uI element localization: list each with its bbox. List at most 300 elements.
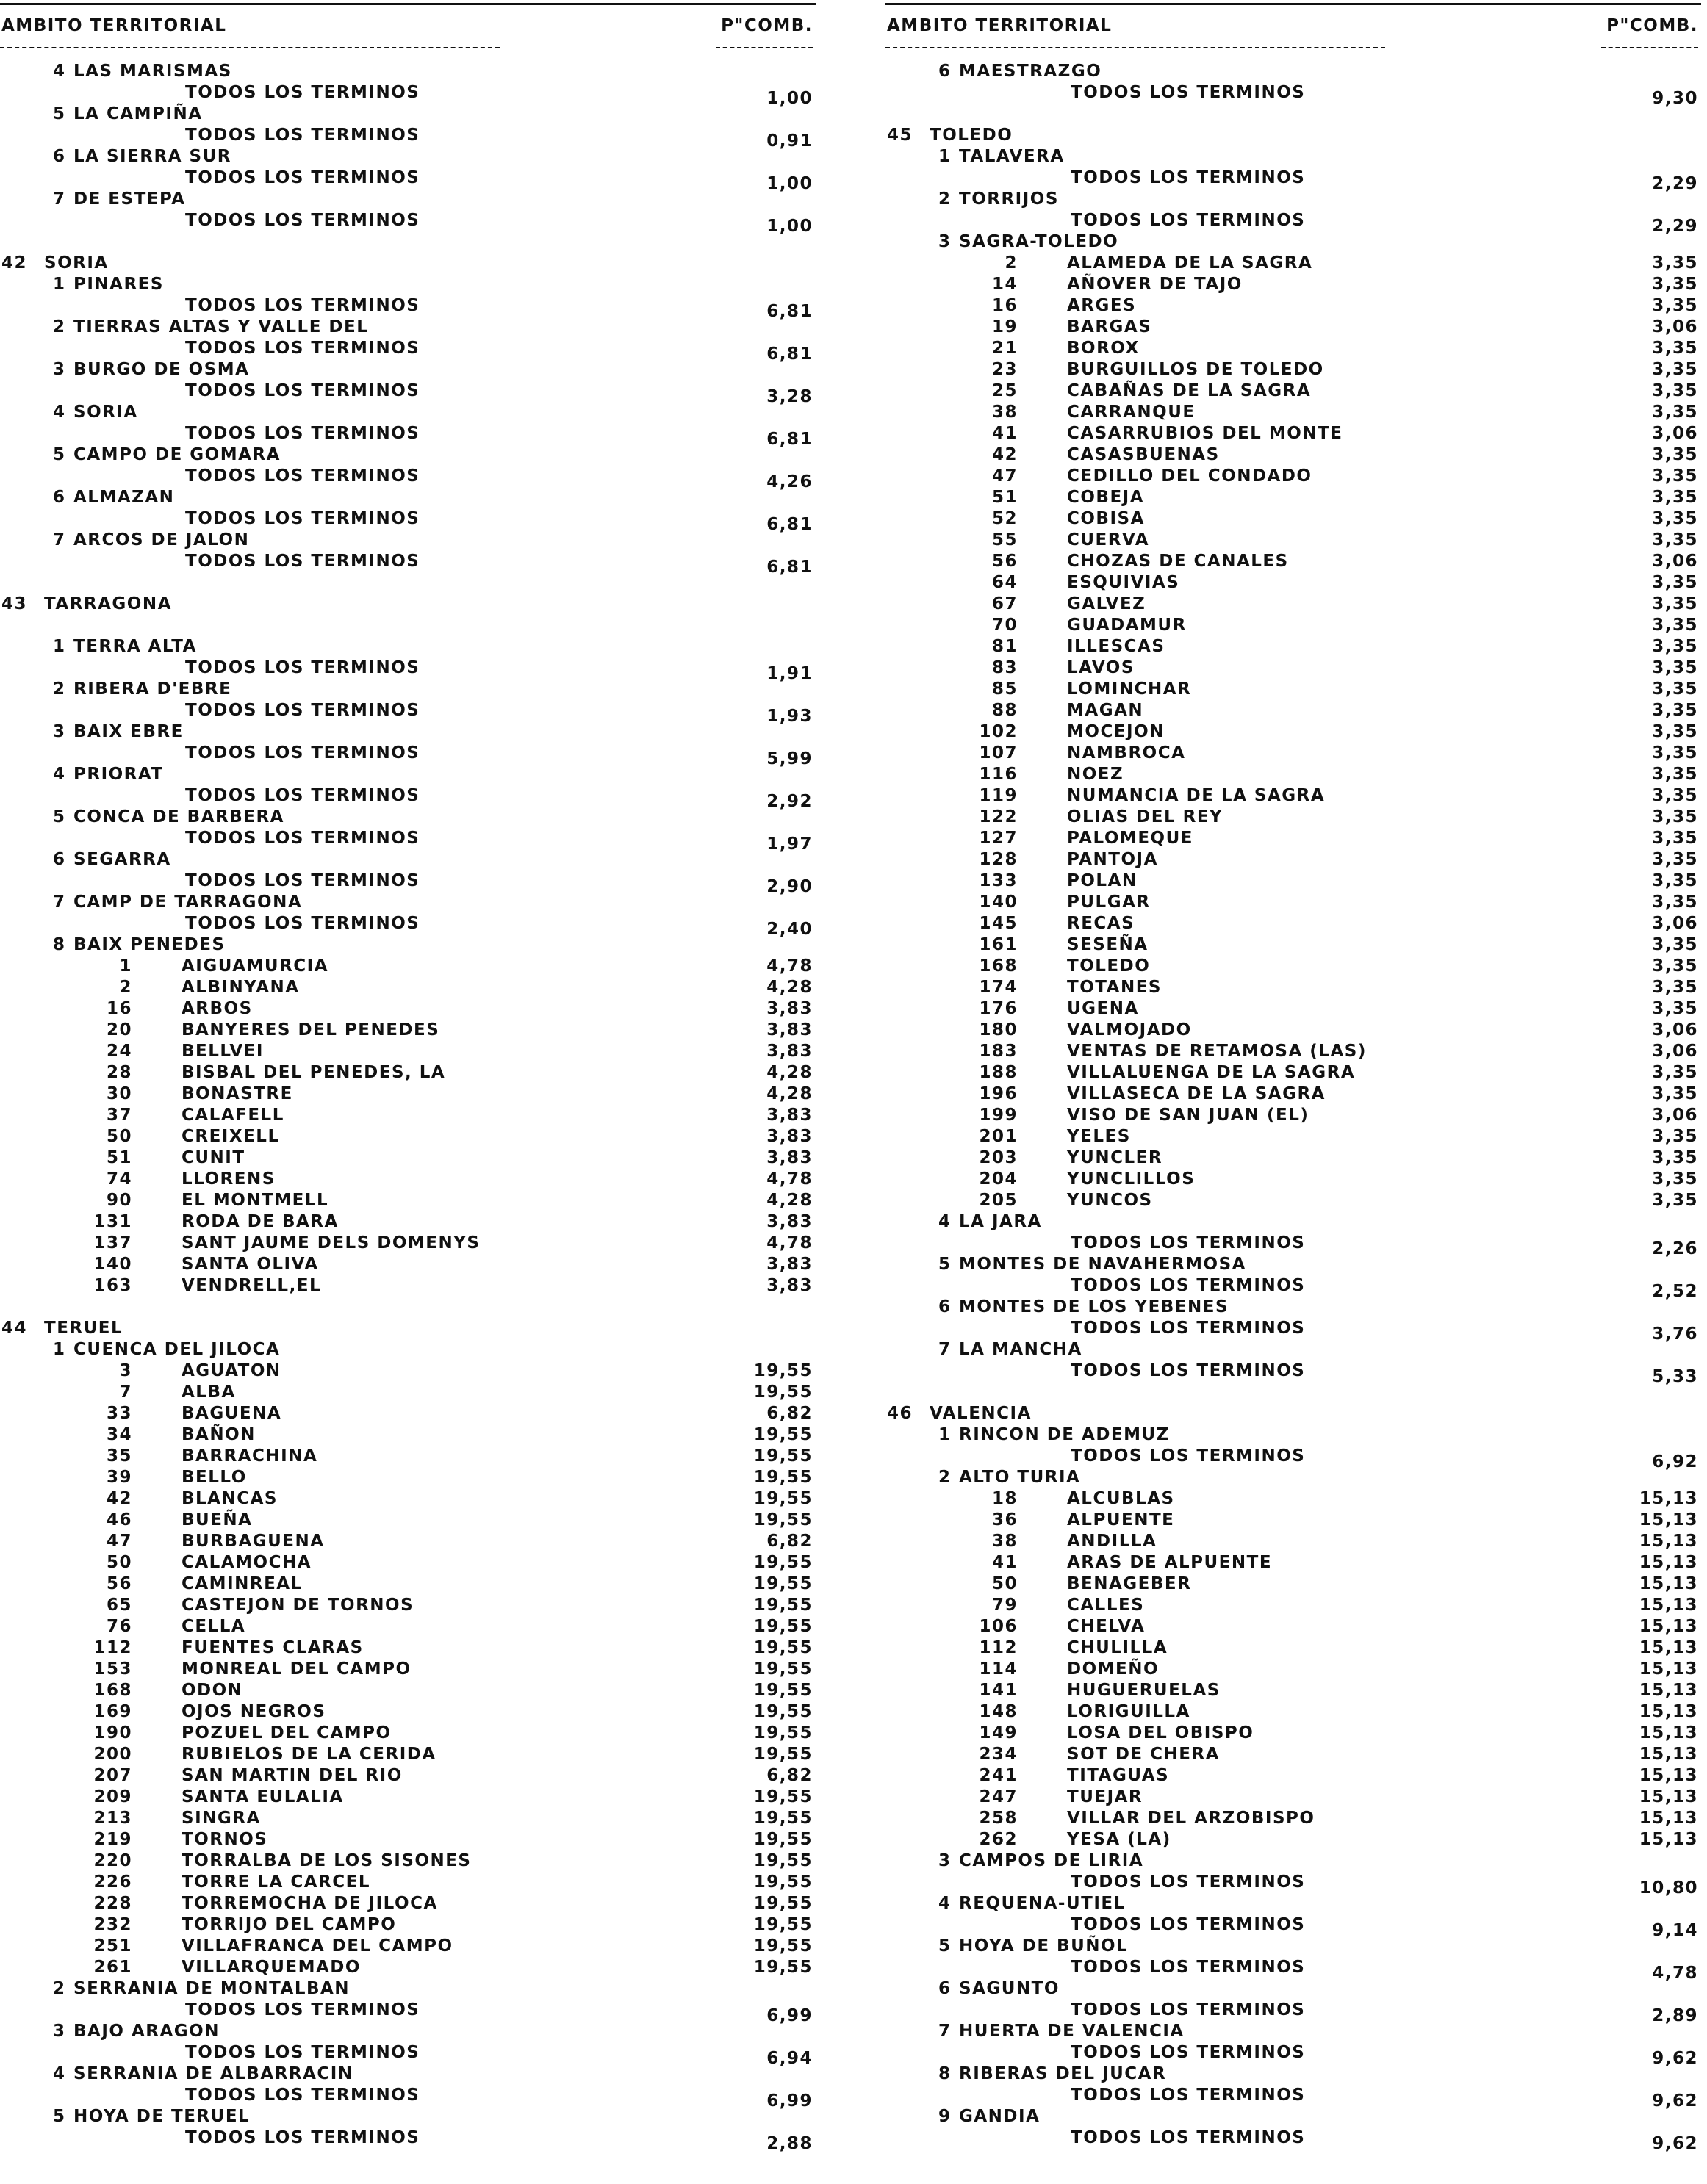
- zone-code: 5: [53, 807, 66, 826]
- coefficient-value: 4,28: [766, 1063, 813, 1082]
- province-row: [0, 1318, 816, 1339]
- municipality-name: POZUEL DEL CAMPO: [182, 1723, 392, 1742]
- all-terms-label: TODOS LOS TERMINOS: [1071, 1873, 1306, 1892]
- municipality-code: 119: [979, 786, 1018, 805]
- coefficient-value: 15,13: [1639, 1510, 1698, 1529]
- all-terms-row: [0, 785, 816, 811]
- coefficient-value: 19,55: [753, 1681, 813, 1700]
- municipality-name: CALAFELL: [182, 1106, 284, 1125]
- municipality-code: 23: [991, 360, 1018, 379]
- municipality-name: ARAS DE ALPUENTE: [1067, 1553, 1273, 1572]
- municipality-code: 70: [991, 616, 1018, 635]
- municipality-name: CASARRUBIOS DEL MONTE: [1067, 424, 1343, 443]
- municipality-name: TUEJAR: [1067, 1787, 1143, 1806]
- municipality-name: CHELVA: [1067, 1617, 1146, 1636]
- municipality-row: [885, 849, 1701, 871]
- municipality-code: 183: [979, 1042, 1018, 1061]
- all-terms-label: TODOS LOS TERMINOS: [185, 871, 420, 890]
- municipality-row: [885, 466, 1701, 487]
- municipality-code: 55: [991, 530, 1018, 549]
- coefficient-value: 0,91: [766, 131, 813, 151]
- coefficient-value: 15,13: [1639, 1830, 1698, 1849]
- spacer-row: [0, 572, 816, 594]
- coefficient-value: 3,35: [1652, 658, 1698, 677]
- municipality-name: ILLESCAS: [1067, 637, 1165, 656]
- municipality-name: COBEJA: [1067, 488, 1145, 507]
- coefficient-value: 3,06: [1652, 1042, 1698, 1061]
- municipality-code: 234: [979, 1745, 1018, 1764]
- municipality-code: 133: [979, 871, 1018, 890]
- all-terms-label: TODOS LOS TERMINOS: [1071, 168, 1306, 187]
- coefficient-value: 19,55: [753, 1830, 813, 1849]
- coefficient-value: 19,55: [753, 1936, 813, 1956]
- municipality-row: [885, 551, 1701, 572]
- coefficient-value: 1,00: [766, 174, 813, 193]
- coefficient-value: 2,89: [1652, 2006, 1698, 2025]
- municipality-name: EL MONTMELL: [182, 1191, 329, 1210]
- municipality-code: 50: [991, 1574, 1018, 1593]
- municipality-code: 261: [93, 1958, 132, 1977]
- zone-code: 2: [938, 1468, 952, 1487]
- spacer-row: [885, 104, 1701, 125]
- zone-row: [0, 1339, 816, 1361]
- municipality-code: 203: [979, 1148, 1018, 1167]
- municipality-name: SAN MARTIN DEL RIO: [182, 1766, 403, 1785]
- municipality-name: NOEZ: [1067, 765, 1124, 784]
- municipality-name: LOMINCHAR: [1067, 680, 1192, 699]
- municipality-row: [885, 594, 1701, 615]
- header-dash-rule: [885, 47, 1385, 48]
- zone-name: TERRA ALTA: [73, 637, 197, 656]
- municipality-code: 169: [93, 1702, 132, 1721]
- municipality-name: TORRIJO DEL CAMPO: [182, 1915, 397, 1934]
- coefficient-value: 19,55: [753, 1702, 813, 1721]
- coefficient-value: 3,28: [766, 387, 813, 406]
- zone-row: [0, 764, 816, 785]
- municipality-row: [885, 317, 1701, 338]
- municipality-code: 85: [991, 680, 1018, 699]
- all-terms-label: TODOS LOS TERMINOS: [185, 914, 420, 933]
- municipality-code: 258: [979, 1809, 1018, 1828]
- header-dash-rule: [1601, 47, 1698, 48]
- coefficient-value: 3,35: [1652, 871, 1698, 890]
- municipality-name: YESA (LA): [1067, 1830, 1171, 1849]
- municipality-row: [0, 1424, 816, 1446]
- municipality-code: 14: [991, 275, 1018, 294]
- municipality-code: 247: [979, 1787, 1018, 1806]
- coefficient-value: 3,35: [1652, 701, 1698, 720]
- municipality-code: 79: [991, 1596, 1018, 1615]
- all-terms-row: [885, 1872, 1701, 1898]
- municipality-row: [0, 1936, 816, 1957]
- municipality-code: 3: [119, 1361, 132, 1380]
- coefficient-value: 3,35: [1652, 743, 1698, 763]
- coefficient-value: 15,13: [1639, 1787, 1698, 1806]
- municipality-code: 1: [119, 956, 132, 976]
- municipality-code: 65: [106, 1596, 132, 1615]
- municipality-name: ALAMEDA DE LA SAGRA: [1067, 253, 1313, 273]
- municipality-code: 176: [979, 999, 1018, 1018]
- zone-name: SEGARRA: [73, 850, 171, 869]
- municipality-row: [885, 1062, 1701, 1084]
- zone-row: [885, 1978, 1701, 2000]
- municipality-row: [885, 1574, 1701, 1595]
- coefficient-value: 5,33: [1652, 1367, 1698, 1386]
- municipality-row: [885, 1147, 1701, 1169]
- coefficient-value: 3,83: [766, 1106, 813, 1125]
- coefficient-value: 15,13: [1639, 1681, 1698, 1700]
- municipality-code: 141: [979, 1681, 1018, 1700]
- all-terms-label: TODOS LOS TERMINOS: [1071, 1276, 1306, 1295]
- header-dash-rule: [0, 47, 500, 48]
- zone-code: 4: [53, 2064, 66, 2083]
- all-terms-label: TODOS LOS TERMINOS: [1071, 83, 1306, 102]
- zone-name: BAIX PENEDES: [73, 935, 226, 954]
- coefficient-value: 3,35: [1652, 1148, 1698, 1167]
- zone-code: 6: [53, 488, 66, 507]
- coefficient-value: 19,55: [753, 1596, 813, 1615]
- municipality-code: 35: [106, 1446, 132, 1466]
- zone-code: 7: [53, 190, 66, 209]
- municipality-code: 39: [106, 1468, 132, 1487]
- municipality-row: [885, 1616, 1701, 1637]
- municipality-code: 20: [106, 1020, 132, 1039]
- municipality-row: [885, 1765, 1701, 1787]
- coefficient-value: 6,81: [766, 515, 813, 534]
- coefficient-value: 3,35: [1652, 850, 1698, 869]
- municipality-name: CARRANQUE: [1067, 403, 1196, 422]
- all-terms-row: [885, 1275, 1701, 1301]
- coefficient-value: 3,35: [1652, 722, 1698, 741]
- municipality-name: ANDILLA: [1067, 1532, 1157, 1551]
- coefficient-value: 2,29: [1652, 217, 1698, 236]
- municipality-name: NAMBROCA: [1067, 743, 1186, 763]
- coefficient-value: 3,35: [1652, 680, 1698, 699]
- municipality-code: 199: [979, 1106, 1018, 1125]
- coefficient-value: 15,13: [1639, 1659, 1698, 1679]
- municipality-row: [885, 700, 1701, 721]
- municipality-row: [0, 1872, 816, 1893]
- zone-code: 7: [53, 530, 66, 549]
- coefficient-value: 19,55: [753, 1787, 813, 1806]
- municipality-code: 204: [979, 1170, 1018, 1189]
- municipality-row: [0, 1126, 816, 1147]
- coefficient-value: 3,35: [1652, 807, 1698, 826]
- municipality-name: TOLEDO: [1067, 956, 1151, 976]
- zone-name: PINARES: [73, 275, 164, 294]
- municipality-name: BARGAS: [1067, 317, 1152, 336]
- municipality-name: MAGAN: [1067, 701, 1144, 720]
- municipality-name: YUNCLILLOS: [1067, 1170, 1196, 1189]
- coefficient-value: 10,80: [1639, 1878, 1698, 1898]
- coefficient-value: 3,83: [766, 999, 813, 1018]
- all-terms-label: TODOS LOS TERMINOS: [185, 829, 420, 848]
- municipality-row: [885, 295, 1701, 317]
- coefficient-value: 9,14: [1652, 1921, 1698, 1940]
- municipality-row: [885, 1744, 1701, 1765]
- zone-name: SAGUNTO: [959, 1979, 1060, 1998]
- municipality-row: [885, 785, 1701, 807]
- all-terms-label: TODOS LOS TERMINOS: [1071, 1361, 1306, 1380]
- municipality-code: 50: [106, 1127, 132, 1146]
- municipality-row: [0, 1744, 816, 1765]
- municipality-row: [885, 423, 1701, 444]
- municipality-row: [0, 1147, 816, 1169]
- all-terms-label: TODOS LOS TERMINOS: [185, 168, 420, 187]
- right-rows: [885, 61, 1701, 2153]
- municipality-name: CUNIT: [182, 1148, 245, 1167]
- coefficient-value: 3,76: [1652, 1325, 1698, 1344]
- all-terms-label: TODOS LOS TERMINOS: [1071, 1915, 1306, 1934]
- coefficient-value: 3,35: [1652, 339, 1698, 358]
- zone-code: 5: [53, 445, 66, 464]
- all-terms-row: [0, 828, 816, 854]
- coefficient-value: 3,35: [1652, 1127, 1698, 1146]
- municipality-row: [0, 1084, 816, 1105]
- municipality-name: BURGUILLOS DE TOLEDO: [1067, 360, 1324, 379]
- zone-code: 5: [938, 1936, 952, 1956]
- zone-name: TALAVERA: [959, 147, 1065, 166]
- coefficient-value: 1,00: [766, 217, 813, 236]
- province-code: 44: [1, 1319, 28, 1338]
- coefficient-value: 5,99: [766, 749, 813, 768]
- coefficient-value: 4,78: [766, 1233, 813, 1253]
- zone-code: 1: [938, 147, 952, 166]
- coefficient-value: 3,35: [1652, 403, 1698, 422]
- zone-name: HOYA DE TERUEL: [73, 2107, 251, 2126]
- zone-name: SAGRA-TOLEDO: [959, 232, 1119, 251]
- municipality-name: SANT JAUME DELS DOMENYS: [182, 1233, 481, 1253]
- all-terms-row: [0, 295, 816, 321]
- municipality-name: VENTAS DE RETAMOSA (LAS): [1067, 1042, 1367, 1061]
- municipality-name: YELES: [1067, 1127, 1131, 1146]
- municipality-row: [0, 1169, 816, 1190]
- municipality-row: [0, 1190, 816, 1211]
- municipality-name: YUNCOS: [1067, 1191, 1153, 1210]
- zone-name: CAMPOS DE LIRIA: [959, 1851, 1144, 1870]
- all-terms-label: TODOS LOS TERMINOS: [185, 339, 420, 358]
- coefficient-value: 3,35: [1652, 765, 1698, 784]
- zone-name: TORRIJOS: [959, 190, 1059, 209]
- municipality-name: UGENA: [1067, 999, 1139, 1018]
- municipality-name: DOMEÑO: [1067, 1659, 1160, 1679]
- zone-name: LA CAMPIÑA: [73, 104, 203, 123]
- coefficient-value: 3,83: [766, 1042, 813, 1061]
- municipality-code: 28: [106, 1063, 132, 1082]
- zone-code: 6: [938, 1297, 952, 1316]
- spacer-row: [885, 1382, 1701, 1403]
- province-code: 45: [887, 126, 913, 145]
- municipality-code: 163: [93, 1276, 132, 1295]
- municipality-code: 21: [991, 339, 1018, 358]
- all-terms-label: TODOS LOS TERMINOS: [185, 2128, 420, 2147]
- municipality-name: TOTANES: [1067, 978, 1162, 997]
- coefficient-value: 19,55: [753, 1745, 813, 1764]
- municipality-name: BELLO: [182, 1468, 247, 1487]
- municipality-name: SINGRA: [182, 1809, 261, 1828]
- coefficient-value: 19,55: [753, 1638, 813, 1657]
- coefficient-value: 15,13: [1639, 1553, 1698, 1572]
- zone-name: GANDIA: [959, 2107, 1041, 2126]
- municipality-code: 42: [106, 1489, 132, 1508]
- coefficient-value: 3,35: [1652, 275, 1698, 294]
- province-code: 43: [1, 594, 28, 613]
- municipality-name: SANTA OLIVA: [182, 1255, 319, 1274]
- zone-name: LA MANCHA: [959, 1340, 1082, 1359]
- municipality-name: CAMINREAL: [182, 1574, 303, 1593]
- municipality-code: 140: [979, 893, 1018, 912]
- all-terms-label: TODOS LOS TERMINOS: [1071, 1446, 1306, 1466]
- zone-name: ARCOS DE JALON: [73, 530, 250, 549]
- coefficient-value: 15,13: [1639, 1596, 1698, 1615]
- zone-row: [885, 1297, 1701, 1318]
- zone-row: [885, 1424, 1701, 1446]
- municipality-row: [0, 1829, 816, 1850]
- municipality-code: 219: [93, 1830, 132, 1849]
- zone-name: BURGO DE OSMA: [73, 360, 250, 379]
- coefficient-value: 19,55: [753, 1958, 813, 1977]
- zone-name: CONCA DE BARBERA: [73, 807, 284, 826]
- coefficient-value: 15,13: [1639, 1809, 1698, 1828]
- municipality-code: 2: [119, 978, 132, 997]
- province-name: TARRAGONA: [44, 594, 172, 613]
- municipality-code: 205: [979, 1191, 1018, 1210]
- municipality-name: CABAÑAS DE LA SAGRA: [1067, 381, 1312, 400]
- zone-code: 4: [53, 62, 66, 81]
- municipality-name: TORRE LA CARCEL: [182, 1873, 370, 1892]
- province-row: [885, 1403, 1701, 1424]
- municipality-row: [885, 572, 1701, 594]
- zone-row: [0, 934, 816, 956]
- zone-row: [0, 146, 816, 167]
- coefficient-value: 3,83: [766, 1276, 813, 1295]
- zone-name: RIBERAS DEL JUCAR: [959, 2064, 1167, 2083]
- all-terms-row: [0, 551, 816, 577]
- zone-code: 2: [53, 317, 66, 336]
- zone-row: [0, 1978, 816, 2000]
- zone-row: [0, 189, 816, 210]
- coefficient-value: 1,00: [766, 89, 813, 108]
- municipality-row: [0, 1211, 816, 1233]
- all-terms-row: [0, 210, 816, 236]
- coefficient-value: 15,13: [1639, 1617, 1698, 1636]
- municipality-code: 112: [979, 1638, 1018, 1657]
- municipality-code: 33: [106, 1404, 132, 1423]
- municipality-row: [885, 1552, 1701, 1574]
- municipality-code: 47: [991, 466, 1018, 486]
- municipality-code: 112: [93, 1638, 132, 1657]
- municipality-code: 83: [991, 658, 1018, 677]
- all-terms-row: [0, 913, 816, 939]
- municipality-code: 241: [979, 1766, 1018, 1785]
- municipality-row: [885, 956, 1701, 977]
- coefficient-value: 6,82: [766, 1766, 813, 1785]
- municipality-name: BAGUENA: [182, 1404, 282, 1423]
- province-code: 46: [887, 1404, 913, 1423]
- municipality-name: CREIXELL: [182, 1127, 280, 1146]
- coefficient-value: 3,35: [1652, 1084, 1698, 1103]
- coefficient-value: 3,35: [1652, 999, 1698, 1018]
- coefficient-value: 19,55: [753, 1723, 813, 1742]
- municipality-row: [0, 1403, 816, 1424]
- municipality-name: BAÑON: [182, 1425, 256, 1444]
- municipality-code: 37: [106, 1106, 132, 1125]
- zone-name: BAIX EBRE: [73, 722, 184, 741]
- zone-row: [885, 2106, 1701, 2127]
- coefficient-value: 2,26: [1652, 1239, 1698, 1258]
- all-terms-row: [0, 871, 816, 896]
- coefficient-value: 6,99: [766, 2006, 813, 2025]
- coefficient-value: 3,83: [766, 1148, 813, 1167]
- coefficient-value: 3,06: [1652, 1106, 1698, 1125]
- coefficient-value: 3,35: [1652, 466, 1698, 486]
- municipality-name: LORIGUILLA: [1067, 1702, 1190, 1721]
- municipality-name: COBISA: [1067, 509, 1145, 528]
- zone-code: 1: [938, 1425, 952, 1444]
- coefficient-value: 1,91: [766, 664, 813, 683]
- coefficient-value: 3,35: [1652, 573, 1698, 592]
- coefficient-value: 15,13: [1639, 1489, 1698, 1508]
- municipality-code: 174: [979, 978, 1018, 997]
- coefficient-value: 2,52: [1652, 1282, 1698, 1301]
- municipality-name: BARRACHINA: [182, 1446, 318, 1466]
- coefficient-value: 3,35: [1652, 637, 1698, 656]
- municipality-code: 50: [106, 1553, 132, 1572]
- zone-row: [885, 231, 1701, 253]
- spacer-row: [0, 231, 816, 253]
- all-terms-row: [0, 743, 816, 768]
- spacer-row: [0, 1297, 816, 1318]
- coefficient-value: 15,13: [1639, 1638, 1698, 1657]
- municipality-row: [885, 998, 1701, 1020]
- municipality-code: 41: [991, 424, 1018, 443]
- municipality-name: TORNOS: [182, 1830, 268, 1849]
- coefficient-value: 4,28: [766, 1191, 813, 1210]
- zone-code: 6: [53, 850, 66, 869]
- municipality-code: 127: [979, 829, 1018, 848]
- coefficient-value: 19,55: [753, 1851, 813, 1870]
- municipality-name: ARGES: [1067, 296, 1137, 315]
- coefficient-value: 2,40: [766, 920, 813, 939]
- municipality-row: [0, 998, 816, 1020]
- municipality-code: 131: [93, 1212, 132, 1231]
- coefficient-value: 19,55: [753, 1574, 813, 1593]
- zone-code: 3: [53, 722, 66, 741]
- all-terms-row: [885, 2042, 1701, 2068]
- municipality-row: [885, 1531, 1701, 1552]
- coefficient-value: 6,81: [766, 430, 813, 449]
- zone-name: BAJO ARAGON: [73, 2022, 220, 2041]
- municipality-code: 145: [979, 914, 1018, 933]
- municipality-name: YUNCLER: [1067, 1148, 1163, 1167]
- municipality-row: [885, 1659, 1701, 1680]
- zone-code: 5: [938, 1255, 952, 1274]
- zone-row: [0, 530, 816, 551]
- municipality-row: [885, 1041, 1701, 1062]
- coefficient-value: 15,13: [1639, 1745, 1698, 1764]
- municipality-name: VILLAR DEL ARZOBISPO: [1067, 1809, 1315, 1828]
- coefficient-value: 3,83: [766, 1127, 813, 1146]
- zone-row: [0, 721, 816, 743]
- municipality-name: CHOZAS DE CANALES: [1067, 552, 1289, 571]
- municipality-name: LLORENS: [182, 1170, 276, 1189]
- scope-header: AMBITO TERRITORIAL: [887, 16, 1113, 35]
- municipality-code: 161: [979, 935, 1018, 954]
- municipality-row: [885, 764, 1701, 785]
- municipality-name: NUMANCIA DE LA SAGRA: [1067, 786, 1326, 805]
- coefficient-value: 2,29: [1652, 174, 1698, 193]
- municipality-code: 114: [979, 1659, 1018, 1679]
